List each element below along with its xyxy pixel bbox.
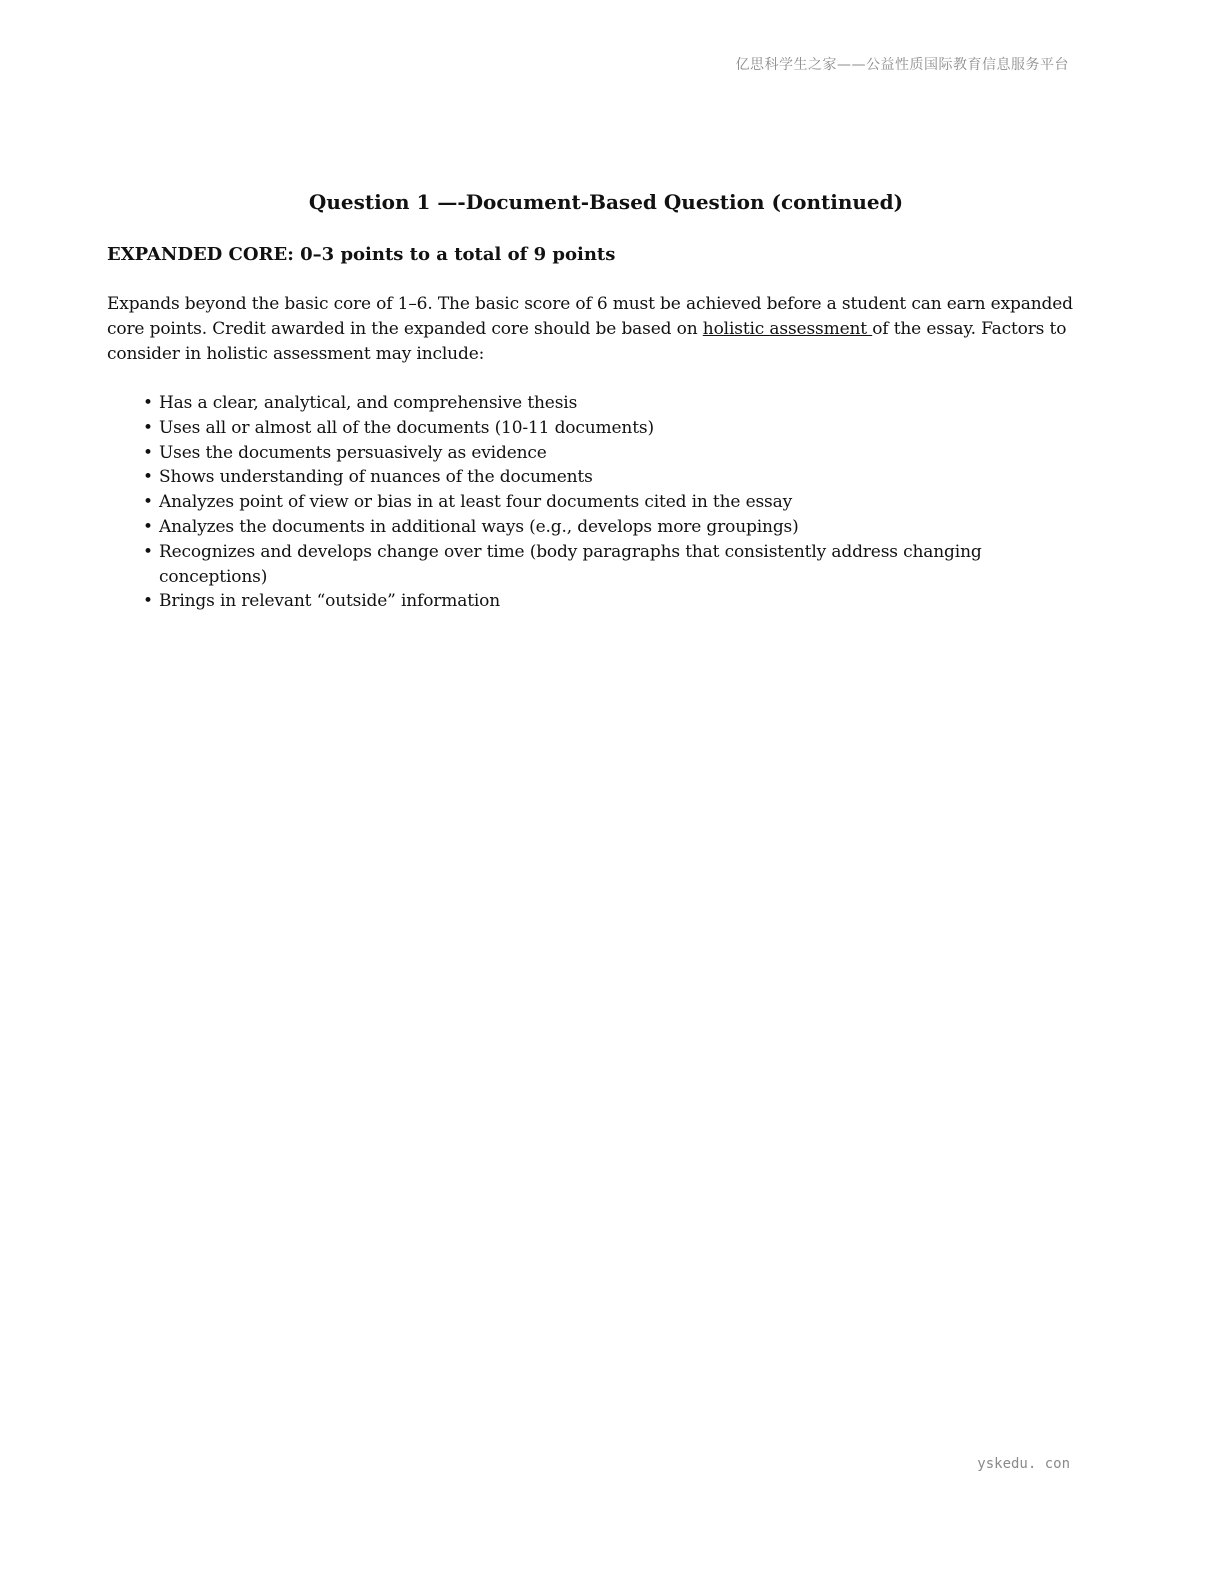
list-item	[143, 391, 1083, 416]
intro-text-end: of the essay. Factors to consider in holistic assessment may include:	[107, 318, 1067, 364]
bullet-icon: •	[143, 442, 153, 463]
list-item-text: Uses all or almost all of the documents (10-11 documents)	[159, 417, 654, 438]
bullet-icon: •	[143, 467, 153, 488]
intro-paragraph	[107, 292, 1107, 366]
bullet-icon: •	[143, 591, 153, 612]
bullet-icon: •	[143, 417, 153, 438]
list-item	[143, 465, 1083, 490]
list-item	[143, 490, 1083, 515]
factors-list	[143, 391, 1083, 614]
holistic-assessment-underlined: holistic assessment	[702, 318, 873, 339]
list-item	[143, 441, 1083, 466]
bullet-icon: •	[143, 516, 153, 537]
list-item-text: Uses the documents persuasively as evidence	[159, 442, 547, 463]
bullet-icon: •	[143, 541, 153, 562]
list-item-text: Analyzes point of view or bias in at least four documents cited in the essay	[159, 492, 793, 513]
bullet-icon: •	[143, 492, 153, 513]
intro-text-start: Expands beyond the basic core of 1–6. The basic score of 6 must be achieved before a student can earn expanded core points. Credit awarded in the expanded core should be based on	[107, 294, 1073, 339]
list-item-text: Analyzes the documents in additional ways (e.g., develops more groupings)	[159, 516, 799, 537]
section-heading: EXPANDED CORE: 0–3 points to a total of 9 points	[107, 244, 616, 265]
list-item	[143, 540, 1083, 590]
page-title: Question 1 —-Document-Based Question (continued)	[308, 190, 904, 214]
list-item-text: Has a clear, analytical, and comprehensive thesis	[159, 393, 578, 413]
list-item-text: Shows understanding of nuances of the documents	[159, 467, 593, 488]
header-watermark: 亿思科学生之家——公益性质国际教育信息服务平台	[735, 57, 1069, 73]
list-item	[143, 515, 1083, 540]
list-item-text: Brings in relevant “outside” information	[159, 591, 501, 612]
list-item	[143, 589, 1083, 614]
footer-watermark: yskedu. con	[977, 1456, 1070, 1472]
list-item	[143, 416, 1083, 441]
list-item-text: Recognizes and develops change over time (body paragraphs that consistently address changing conceptions)	[159, 541, 982, 587]
bullet-icon: •	[143, 393, 153, 413]
